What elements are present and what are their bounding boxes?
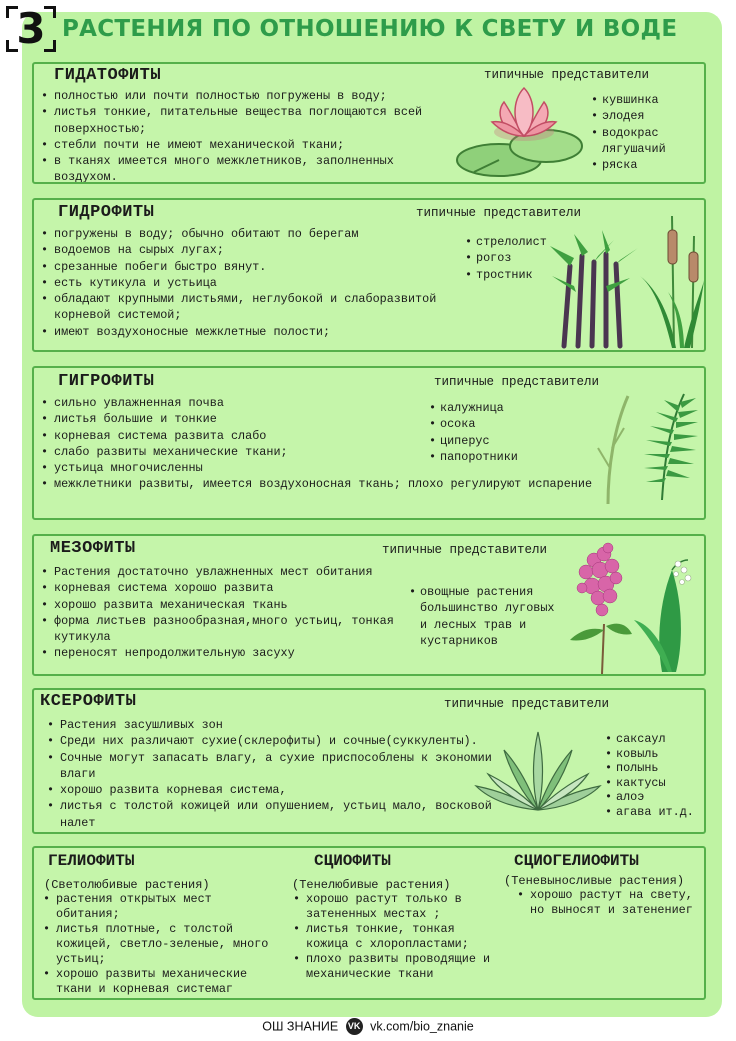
list-item: • Растения достаточно увлажненных мест обитания — [38, 564, 398, 580]
features-list — [44, 717, 514, 831]
list-item: • сильно увлажненная почва — [38, 395, 598, 411]
list-item: • слабо развиты механические ткани; — [38, 444, 598, 460]
list-item: • Сочные могут запасать влагу, а сухие приспособлены к экономии влаги — [44, 750, 514, 783]
heliophytes-features-list — [40, 892, 280, 997]
sciophytes-features-list — [290, 892, 500, 982]
card-mesophytes — [32, 534, 706, 676]
list-item: • полынь — [602, 761, 706, 776]
reed-cattail-illustration — [544, 206, 704, 352]
list-item: • хорошо развиты механические ткани и корневая системаг — [40, 967, 280, 997]
list-item: • осока — [426, 416, 556, 432]
card-title: ГИДРОФИТЫ — [58, 203, 155, 222]
card-hydrophytes — [32, 198, 706, 352]
lilac-lily-of-valley-illustration — [564, 540, 694, 674]
card-title: МЕЗОФИТЫ — [50, 539, 136, 558]
list-item: • листья большие и тонкие — [38, 411, 598, 427]
list-item: • растения открытых мест обитания; — [40, 892, 280, 922]
features-list — [38, 226, 478, 340]
list-item: • межклетники развиты, имеется воздухоносная ткань; плохо регулируют испарение — [38, 476, 598, 492]
list-item: • Растения засушливых зон — [44, 717, 514, 733]
agave-illustration — [474, 730, 602, 814]
list-item: • калужница — [426, 400, 556, 416]
card-title: ГИГРОФИТЫ — [58, 372, 155, 391]
list-item: • имеют воздухоносные межклетные полости; — [38, 324, 478, 340]
list-item: • хорошо развита корневая система, — [44, 782, 514, 798]
vk-icon: VK — [346, 1018, 363, 1035]
list-item: • элодея — [588, 108, 706, 124]
card-hygrophytes — [32, 366, 706, 520]
column-title: СЦИОФИТЫ — [314, 852, 391, 870]
representatives-label: типичные представители — [416, 206, 582, 220]
card-light-groups — [32, 846, 706, 1000]
brand-name: ОШ ЗНАНИЕ — [262, 1019, 339, 1034]
list-item: • саксаул — [602, 732, 706, 747]
list-item: • овощные растения большинство луговых и лесных трав и кустарников — [406, 584, 564, 649]
features-list — [38, 88, 458, 184]
card-hydatophytes — [32, 62, 706, 184]
list-item: • форма листьев разнообразная,много устьиц, тонкая кутикула — [38, 613, 398, 646]
list-item: • алоэ — [602, 790, 706, 805]
list-item: • погружены в воду; обычно обитают по берегам — [38, 226, 478, 242]
list-item: • циперус — [426, 433, 556, 449]
representatives-label: типичные представители — [382, 543, 548, 557]
examples-list — [602, 732, 706, 820]
section-number: 3 — [16, 4, 46, 53]
list-item: • кактусы — [602, 776, 706, 791]
list-item: • стебли почти не имеют механической ткани; — [38, 137, 458, 153]
card-title: КСЕРОФИТЫ — [40, 692, 137, 711]
column-subtitle: (Тенелюбивые растения) — [292, 878, 451, 892]
list-item: • переносят непродолжительную засуху — [38, 645, 398, 661]
features-list — [38, 564, 398, 662]
header — [0, 0, 736, 60]
list-item: • водокрас лягушачий — [588, 125, 706, 158]
column-title: СЦИОГЕЛИОФИТЫ — [514, 852, 639, 870]
list-item: • в тканях имеется много межклетников, заполненных воздухом. — [38, 153, 458, 184]
list-item: • плохо развиты проводящие и механические ткани — [290, 952, 500, 982]
list-item: • водоемов на сырых лугах; — [38, 242, 478, 258]
representatives-label: типичные представители — [434, 375, 600, 389]
list-item: • корневая система хорошо развита — [38, 580, 398, 596]
representatives-label: типичные представители — [444, 697, 610, 711]
card-title: ГИДАТОФИТЫ — [54, 66, 162, 85]
list-item: • полностью или почти полностью погружены в воду; — [38, 88, 458, 104]
footer — [0, 1018, 736, 1040]
list-item: • листья тонкие, питательные вещества поглощаются всей поверхностью; — [38, 104, 458, 137]
column-heliophytes — [44, 852, 270, 892]
list-item: • ряска — [588, 157, 706, 173]
list-item: • тростник — [462, 267, 562, 283]
list-item: • листья с толстой кожицей или опушением, устьиц мало, восковой налет — [44, 798, 514, 831]
list-item: • срезанные побеги быстро вянут. — [38, 259, 478, 275]
sciogeliophytes-features-list — [514, 888, 694, 918]
water-lily-illustration — [454, 84, 584, 184]
list-item: • устьица многочисленны — [38, 460, 598, 476]
list-item: • кувшинка — [588, 92, 706, 108]
list-item: • агава ит.д. — [602, 805, 706, 820]
representatives-label: типичные представители — [484, 68, 650, 82]
list-item: • папоротники — [426, 449, 556, 465]
list-item: • корневая система развита слабо — [38, 428, 598, 444]
column-title: ГЕЛИОФИТЫ — [48, 852, 135, 870]
examples-list — [406, 584, 564, 649]
page-title: РАСТЕНИЯ ПО ОТНОШЕНИЮ К СВЕТУ И ВОДЕ — [62, 16, 678, 42]
list-item: • листья плотные, с толстой кожицей, светло-зеленые, много устьиц; — [40, 922, 280, 967]
list-item: • хорошо растут только в затененных местах ; — [290, 892, 500, 922]
list-item: • рогоз — [462, 250, 562, 266]
list-item: • стрелолист — [462, 234, 562, 250]
list-item: • Среди них различают сухие(склерофиты) и сочные(суккуленты). — [44, 733, 514, 749]
vk-link[interactable]: vk.com/bio_znanie — [370, 1019, 474, 1034]
list-item: • листья тонкие, тонкая кожица с хлоропластами; — [290, 922, 500, 952]
list-item: • хорошо растут на свету, но выносят и затенениег — [514, 888, 694, 918]
examples-list — [588, 92, 706, 173]
column-sciogeliophytes — [504, 852, 704, 888]
column-subtitle: (Светолюбивые растения) — [44, 878, 210, 892]
examples-list — [426, 400, 556, 465]
column-subtitle: (Теневыносливые растения) — [504, 874, 685, 888]
card-xerophytes — [32, 688, 706, 834]
list-item: • есть кутикула и устьица — [38, 275, 478, 291]
list-item: • обладают крупными листьями, неглубокой и слаборазвитой корневой системой; — [38, 291, 478, 324]
list-item: • хорошо развита механическая ткань — [38, 597, 398, 613]
section-number-frame — [6, 6, 56, 52]
fern-sedge-illustration — [594, 388, 704, 506]
column-sciophytes — [292, 852, 502, 892]
list-item: • ковыль — [602, 747, 706, 762]
